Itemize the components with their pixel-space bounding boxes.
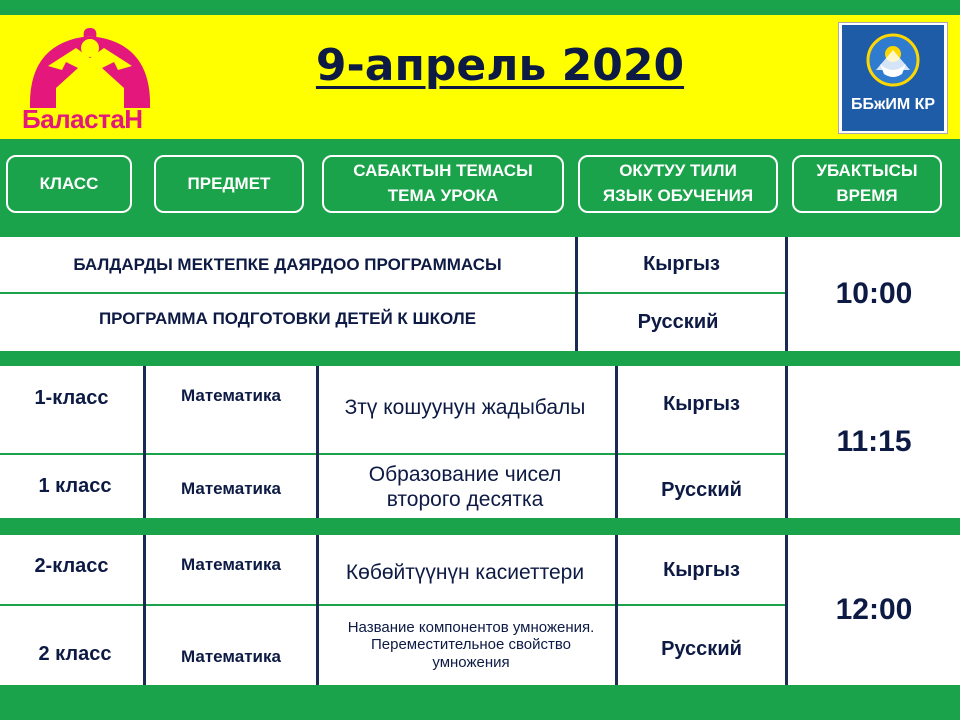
column-header-topic: САБАКТЫН ТЕМАСЫ ТЕМА УРОКА: [322, 155, 564, 213]
emblem-caption: ББжИМ КР: [850, 96, 936, 113]
language-cell: Кыргыз: [663, 558, 740, 581]
column-header-time: УБАКТЫСЫ ВРЕМЯ: [792, 155, 942, 213]
subject-cell: Математика: [181, 647, 281, 666]
language-cell: Кыргыз: [643, 253, 720, 275]
column-header-subject: ПРЕДМЕТ: [154, 155, 304, 213]
column-header-class: КЛАСС: [6, 155, 132, 213]
logo-text: БаластаН: [22, 104, 143, 134]
class-cell: 2-класс: [34, 554, 109, 577]
time-cell: 11:15: [836, 425, 912, 458]
class-cell: 1 класс: [38, 474, 112, 497]
column-header-language: ОКУТУУ ТИЛИ ЯЗЫК ОБУЧЕНИЯ: [578, 155, 778, 213]
topic-cell: Название компонентов умножения. Переместительное свойство умножения: [347, 619, 595, 671]
program-name-ru: ПРОГРАММА ПОДГОТОВКИ ДЕТЕЙ К ШКОЛЕ: [98, 309, 477, 328]
subject-cell: Математика: [181, 479, 281, 498]
column-divider: [316, 535, 319, 685]
subject-cell: Математика: [181, 386, 281, 405]
row-divider: [0, 453, 787, 455]
language-cell: Русский: [661, 478, 742, 501]
language-cell: Русский: [661, 637, 742, 660]
class-cell: 2 класс: [38, 642, 112, 665]
subject-cell: Математика: [181, 555, 281, 574]
state-emblem-icon: [866, 30, 920, 90]
topic-cell: Образование чисел второго десятка: [368, 462, 562, 511]
program-name-kg: БАЛДАРДЫ МЕКТЕПКЕ ДАЯРДОО ПРОГРАММАСЫ: [73, 254, 502, 274]
language-cell: Русский: [637, 311, 719, 333]
time-cell: 10:00: [835, 277, 913, 310]
column-divider: [316, 366, 319, 518]
topic-cell: Зтү кошуунун жадыбалы: [344, 396, 586, 420]
topic-cell: Көбөйтүүнүн касиеттери: [345, 561, 585, 585]
language-cell: Кыргыз: [663, 392, 740, 415]
row-divider: [0, 604, 787, 606]
time-cell: 12:00: [835, 593, 913, 626]
page-title: 9-апрель 2020: [315, 40, 685, 91]
class-cell: 1-класс: [34, 386, 109, 409]
